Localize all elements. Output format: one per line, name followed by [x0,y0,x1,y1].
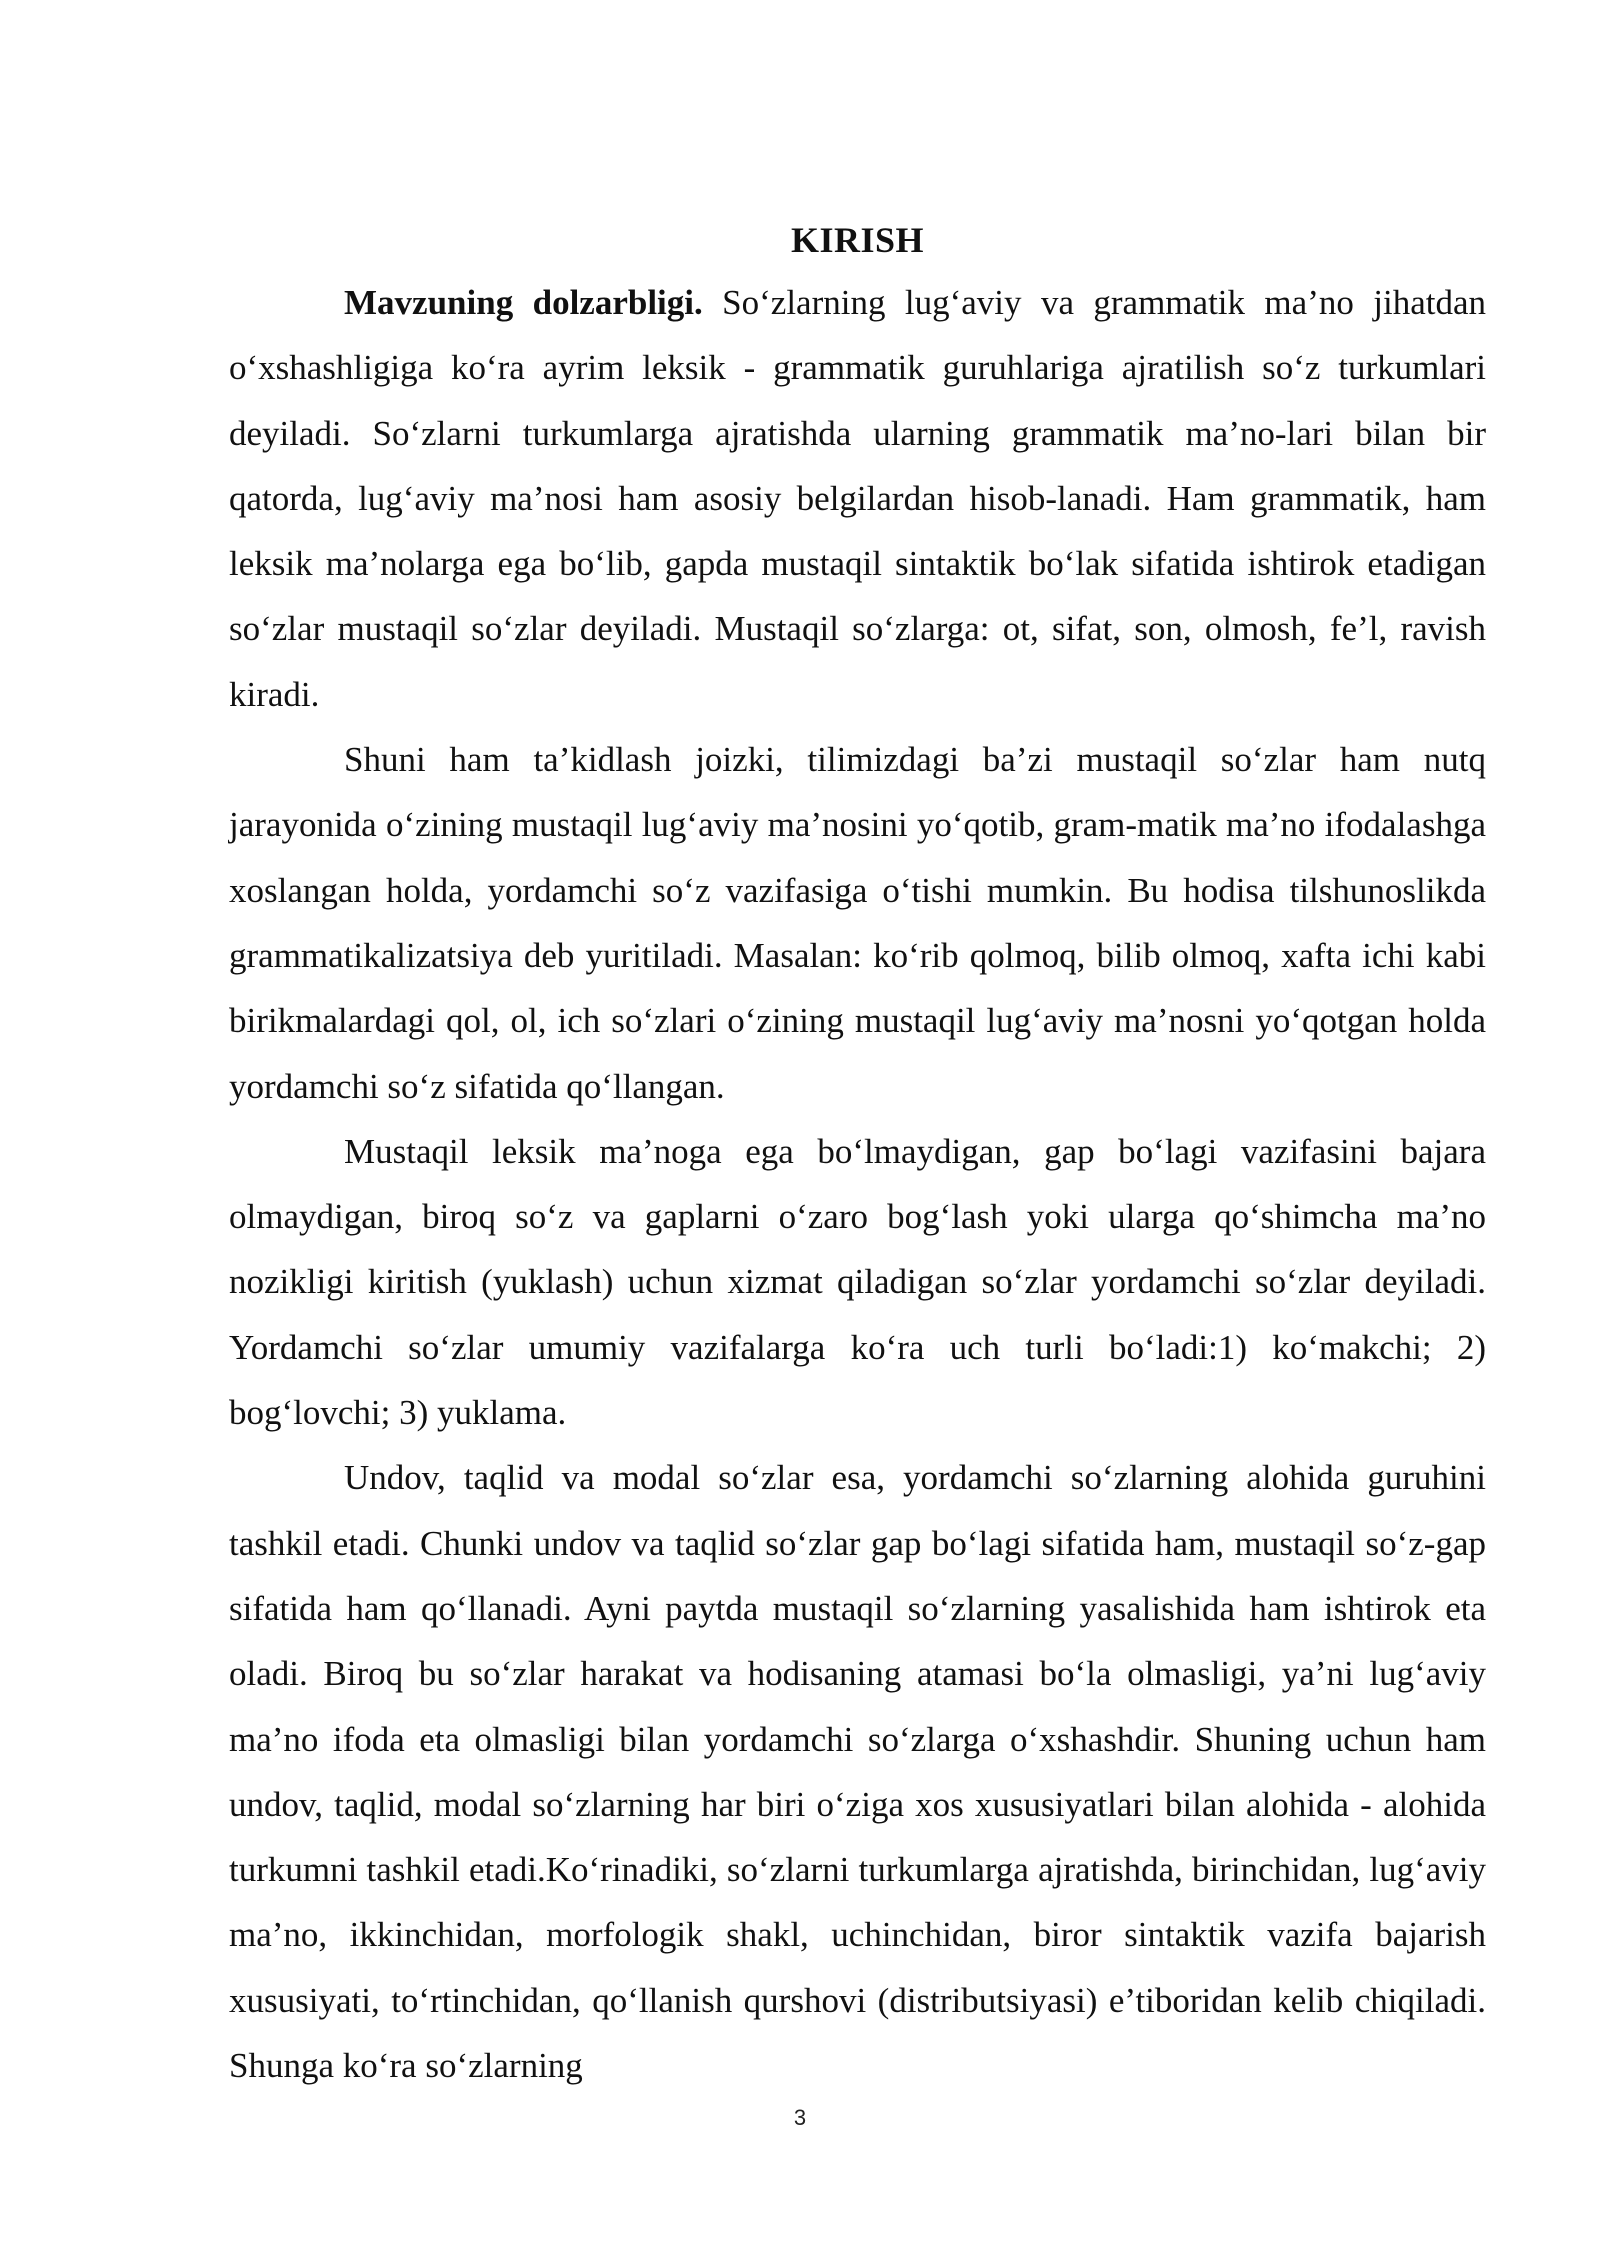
paragraph-2 [229,727,1486,1119]
section-title: KIRISH [790,220,925,260]
paragraph-text: Undov, taqlid va modal so‘zlar esa, yordamchi so‘zlarning alohida guruhini tashkil etadi. Chunki undov va taqlid so‘zlar gap bo‘lagi sifatida ham, mustaqil so‘z-gap sifatida ham qo‘llanadi. Ayni paytda mustaqil so‘zlarning yasalishida ham ishtirok eta oladi. Biroq bu so‘zlar harakat va hodisaning atamasi bo‘la olmasligi, ya’ni lug‘aviy ma’no ifoda eta olmasligi bilan yordamchi so‘zlarga o‘xshashdir. Shuning uchun ham undov, taqlid, modal so‘zlarning har biri o‘ziga xos xususiyatlari bilan alohida - alohida turkumni tashkil etadi.Ko‘rinadiki, so‘zlarni turkumlarga ajratishda, birinchidan, lug‘aviy ma’no, ikkinchidan, morfologik shakl, uchinchidan, biror sintaktik vazifa bajarish xususiyati, to‘rtinchidan, qo‘llanish qurshovi (distributsiyasi) e’tiboridan kelib chiqiladi. Shunga ko‘ra so‘zlarning [229,1458,1486,2086]
paragraph-3 [229,1119,1486,1445]
paragraph-text: Mustaqil leksik ma’noga ega bo‘lmaydigan, gap bo‘lagi vazifasini bajara olmaydigan, biroq so‘z va gaplarni o‘zaro bog‘lash yoki ularga qo‘shimcha ma’no nozikligi kiritish (yuklash) uchun xizmat qiladigan so‘zlar yordamchi so‘zlar deyiladi. Yordamchi so‘zlar umumiy vazifalarga ko‘ra uch turli bo‘ladi:1) ko‘makchi; 2) bog‘lovchi; 3) yuklama. [229,1131,1486,1433]
page-content [229,210,1486,2098]
paragraph-text: Shuni ham ta’kidlash joizki, tilimizdagi ba’zi mustaqil so‘zlar ham nutq jarayonida o‘zining mustaqil lug‘aviy ma’nosini yo‘qotib, gram-matik ma’no ifodalashga xoslangan holda, yordamchi so‘z vazifasiga o‘tishi mumkin. Bu hodisa tilshunoslikda grammatikalizatsiya deb yuritiladi. Masalan: ko‘rib qolmoq, bilib olmoq, xafta ichi kabi birikmalardagi qol, ol, ich so‘zlari o‘zining mustaqil lug‘aviy ma’nosni yo‘qotgan holda yordamchi so‘z sifatida qo‘llangan. [229,740,1486,1106]
paragraph-4 [229,1445,1486,2098]
paragraph-lead: Mavzuning dolzarbligi. [344,283,703,322]
paragraph-1 [229,270,1486,727]
page-number: 3 [793,2105,807,2130]
paragraph-text: So‘zlarning lug‘aviy va grammatik ma’no jihatdan o‘xshashligiga ko‘ra ayrim leksik - grammatik guruhlariga ajratilish so‘z turkumlari deyiladi. So‘zlarni turkumlarga ajratishda ularning grammatik ma’no-lari bilan bir qatorda, lug‘aviy ma’nosi ham asosiy belgilardan hisob-lanadi. Ham grammatik, ham leksik ma’nolarga ega bo‘lib, gapda mustaqil sintaktik bo‘lak sifatida ishtirok etadigan so‘zlar mustaqil so‘zlar deyiladi. Mustaqil so‘zlarga: ot, sifat, son, olmosh, fe’l, ravish kiradi. [229,283,1486,714]
